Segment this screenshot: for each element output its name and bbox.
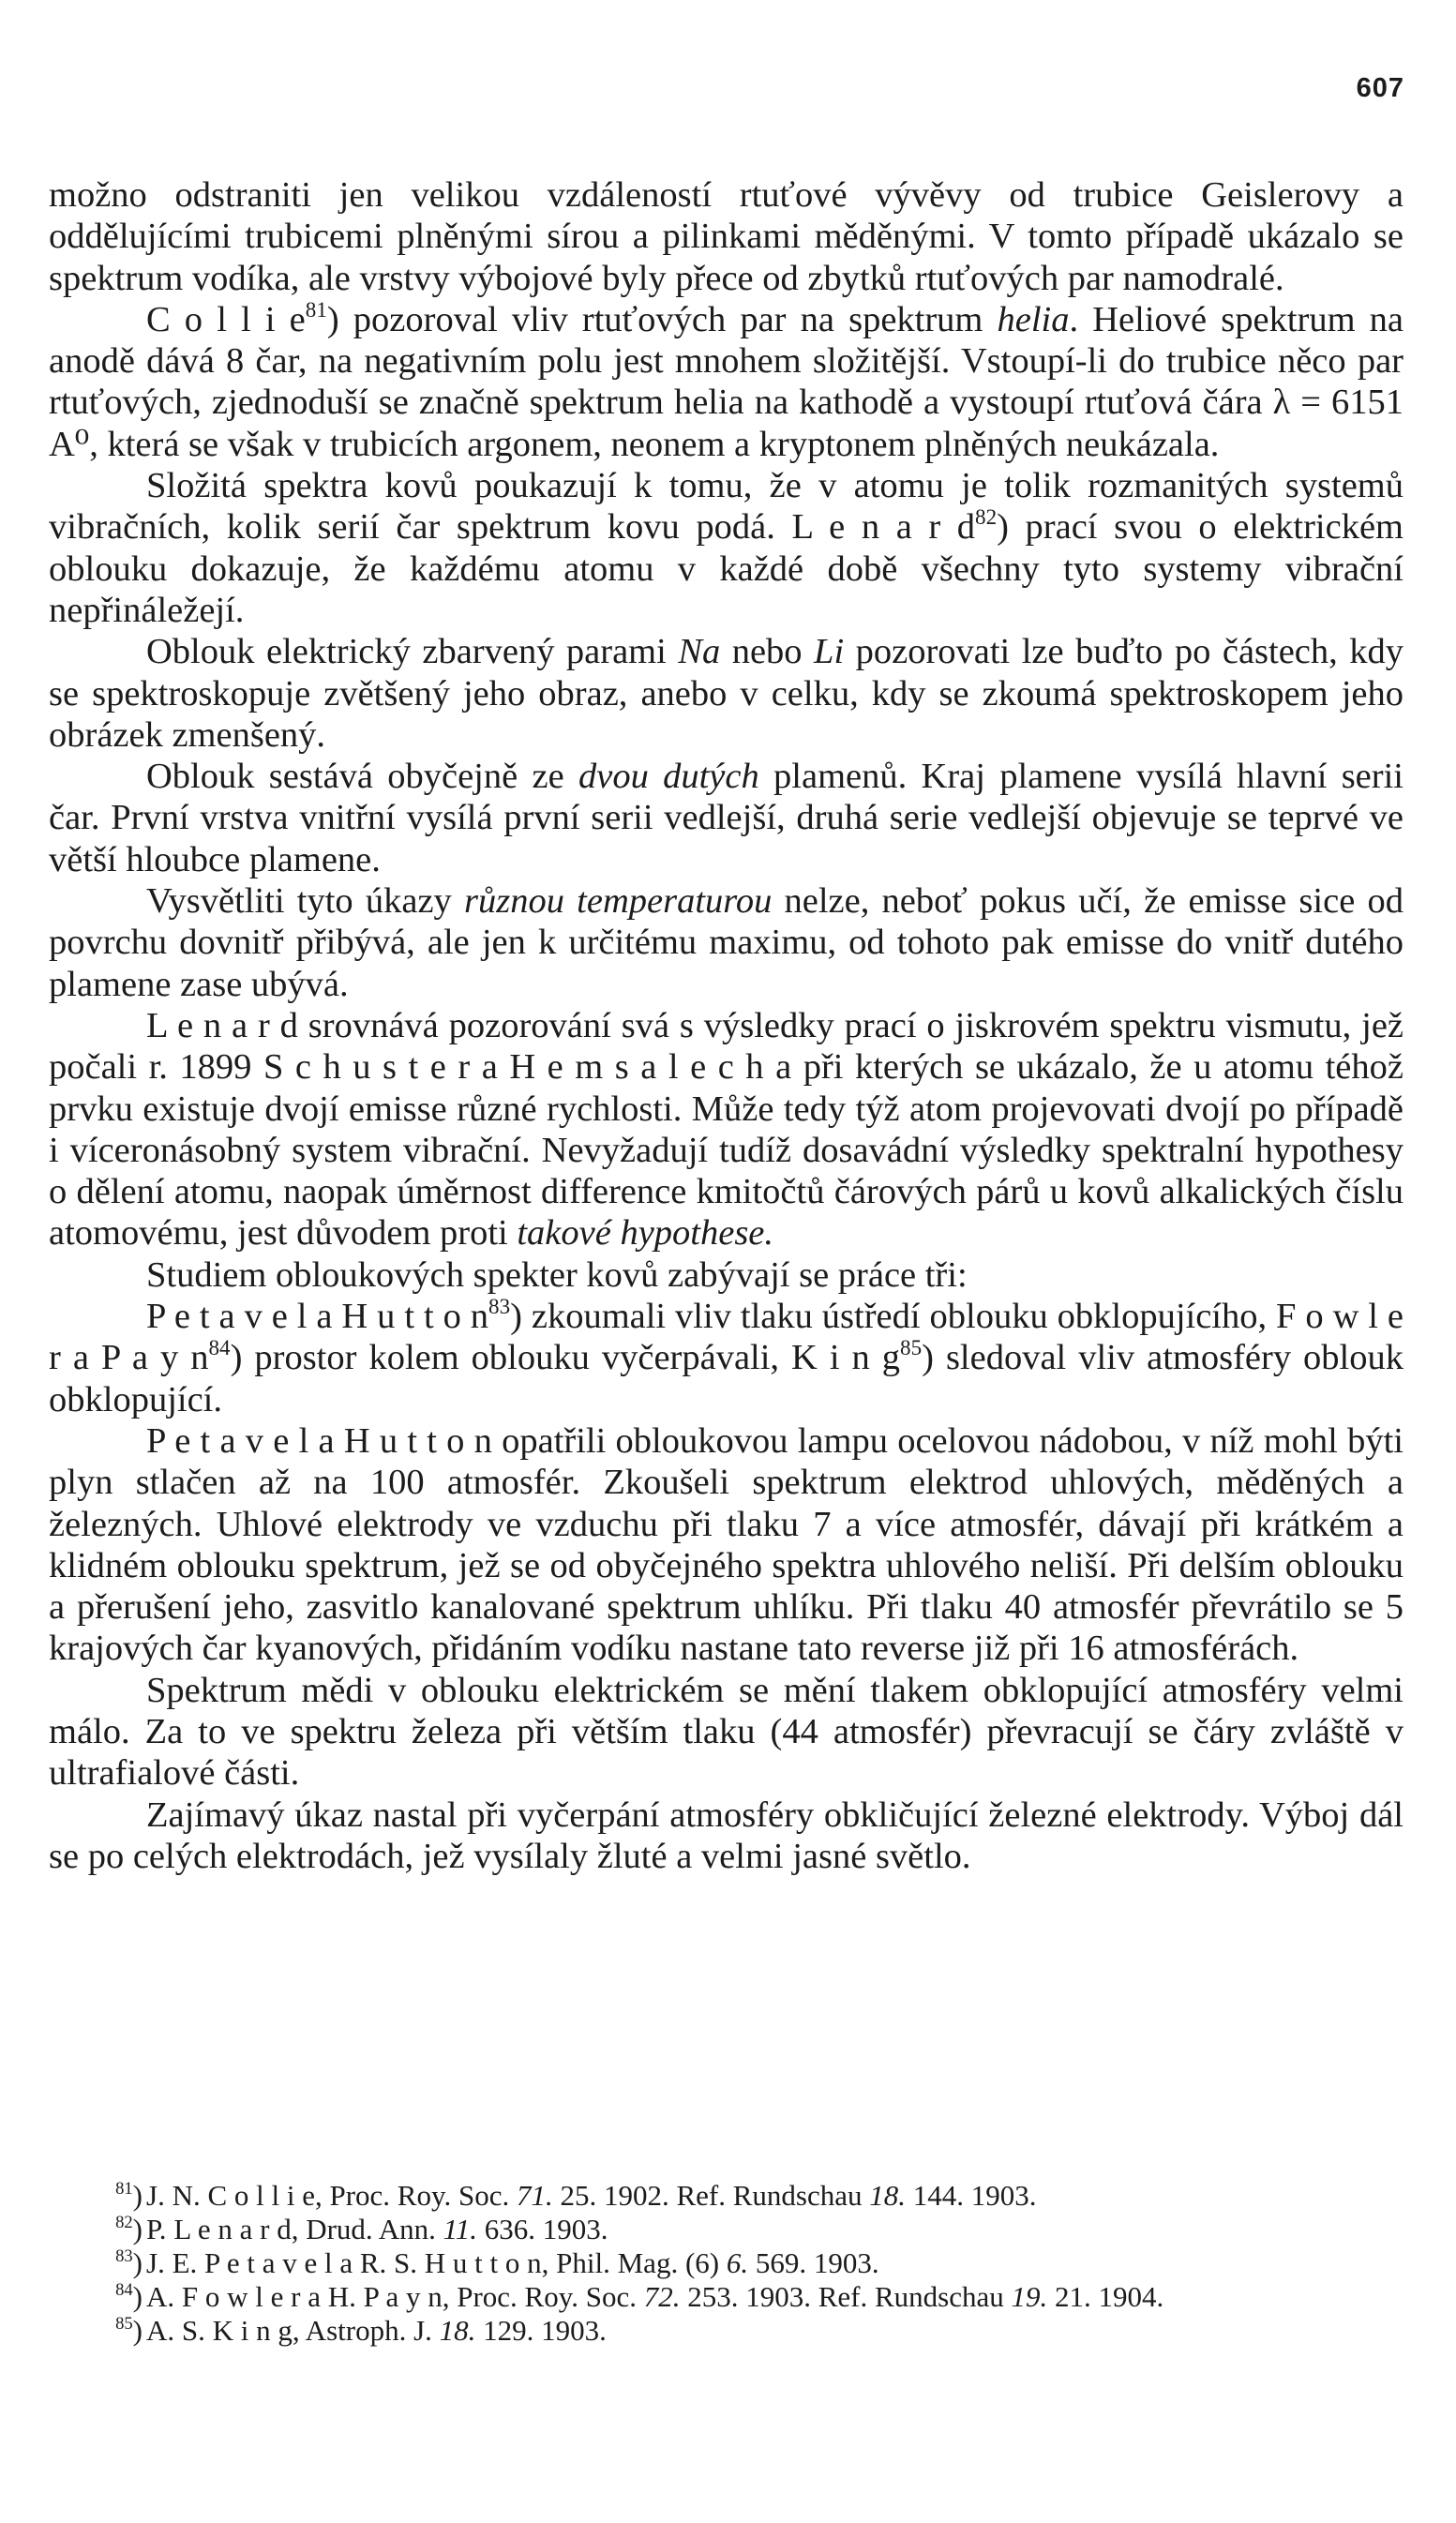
page-number: 607 <box>1356 73 1404 103</box>
footnote-82: $^{82}$) P. L e n a r d, Drud. Ann. 11. 636. 1903. <box>115 2212 608 2245</box>
footnote-85: $^{85}$) A. S. K i n g, Astroph. J. 18. 129. 1903. <box>115 2313 607 2347</box>
paragraph-2: C o l l i $e^{81}$) pozoroval vliv rtuťových par na spektrum helia. Heliové spektrum na anodě dává 8 čar, na negativním polu jest mnohem složitější. Vstoupí-li do trubice něco par rtuťových, zjednoduší se značně spektrum helia na kathodě a vystoupí rtuťová čára λ = 6151 A⁰, která se však v trubicích argonem, neonem a kryptonem plněných neukázala. <box>49 296 1404 464</box>
paragraph-4: Oblouk elektrický zbarvený parami Na nebo Li pozorovati lze buďto po částech, kdy se spektroskopuje zvětšený jeho obraz, anebo v celku, kdy se zkoumá spektroskopem jeho obrázek zmenšený. <box>49 632 1403 755</box>
paragraph-8: Studiem obloukových spekter kovů zabývají se práce tři: <box>146 1254 968 1295</box>
footnote-84: $^{84}$) A. F o w l e r a H. P a y n, Proc. Roy. Soc. 72. 253. 1903. Ref. Rundschau 19. 21. 1904. <box>115 2279 1164 2313</box>
paragraph-5: Oblouk sestává obyčejně ze dvou dutých plamenů. Kraj plamene vysílá hlavní serii čar. První vrstva vnitřní vysílá první serii vedlejší, druhá serie vedlejší objevuje se teprvé ve větší hloubce plamene. <box>49 757 1403 879</box>
footnote-81: $^{81}$) J. N. C o l l i e, Proc. Roy. Soc. 71. 25. 1902. Ref. Rundschau 18. 144. 1903. <box>115 2178 1037 2212</box>
paragraph-9: P e t a v e l a H u t t o $n^{83}$) zkoumali vliv tlaku ústředí oblouku obklopujícího, F o w l e r a P a y $n^{84}$) prostor kolem oblouku vyčerpávali, K i n $g^{85}$) sledoval vliv atmosféry oblouk obklopující. <box>49 1294 1404 1419</box>
paragraph-1: možno odstraniti jen velikou vzdáleností rtuťové vývěvy od trubice Geislerovy a oddělujícími trubicemi plněnými sírou a pilinkami měděnými. V tomto případě ukázalo se spektrum vodíka, ale vrstvy výbojové byly přece od zbytků rtuťových par namodralé. <box>49 175 1403 298</box>
footnote-83: $^{83}$) J. E. P e t a v e l a R. S. H u t t o n, Phil. Mag. (6) 6. 569. 1903. <box>115 2245 879 2279</box>
paragraph-10: P e t a v e l a H u t t o n opatřili obloukovou lampu ocelovou nádobou, v níž mohl býti plyn stlačen až na 100 atmosfér. Zkoušeli spektrum elektrod uhlových, měděných a železných. Uhlové elektrody ve vzduchu při tlaku 7 a více atmosfér, dávají při krátkém a klidném oblouku spektrum, jež se od obyčejného spektra uhlového neliší. Při delším oblouku a přerušení jeho, zasvitlo kanalované spektrum uhlíku. Při tlaku 40 atmosfér převrátilo se 5 krajových čar kyanových, přidáním vodíku nastane tato reverse již při 16 atmosférách. <box>49 1420 1403 1669</box>
paragraph-11: Spektrum mědi v oblouku elektrickém se mění tlakem obklopující atmosféry velmi málo. Za to ve spektru železa při větším tlaku (44 atmosfér) převracují se čáry zvláště v ultrafialové části. <box>49 1670 1403 1794</box>
paragraph-7: L e n a r d srovnává pozorování svá s výsledky prací o jiskrovém spektru vismutu, jež počali r. 1899 S c h u s t e r a H e m s a l e c h a při kterých se ukázalo, že u atomu téhož prvku existuje dvojí emisse různé rychlosti. Může tedy týž atom projevovati dvojí po případě i víceronásobný system vibrační. Nevyžadují tudíž dosavádní výsledky spektralní hypothesy o dělení atomu, naopak úměrnost difference kmitočtů čárových párů u kovů alkalických číslu atomovému, jest důvodem proti takové hypothese. <box>49 1005 1404 1254</box>
paragraph-12: Zajímavý úkaz nastal při vyčerpání atmosféry obkličující železné elektrody. Výboj dál se po celých elektrodách, jež vysílaly žluté a velmi jasné světlo. <box>49 1795 1403 1876</box>
paragraph-3: Složitá spektra kovů poukazují k tomu, že v atomu je tolik rozmanitých systemů vibračních, kolik serií čar spektrum kovu podá. L e n a r $d^{82}$) prací svou o elektrickém oblouku dokazuje, že každému atomu v každé době všechny tyto systemy vibrační nepřináležejí. <box>49 466 1403 630</box>
paragraph-6: Vysvětliti tyto úkazy různou temperaturou nelze, neboť pokus učí, že emisse sice od povrchu dovnitř přibývá, ale jen k určitému maximu, od tohoto pak emisse do vnitř dutého plamene zase ubývá. <box>49 881 1403 1004</box>
body-text <box>49 174 1403 1877</box>
footnotes <box>49 2179 1403 2348</box>
